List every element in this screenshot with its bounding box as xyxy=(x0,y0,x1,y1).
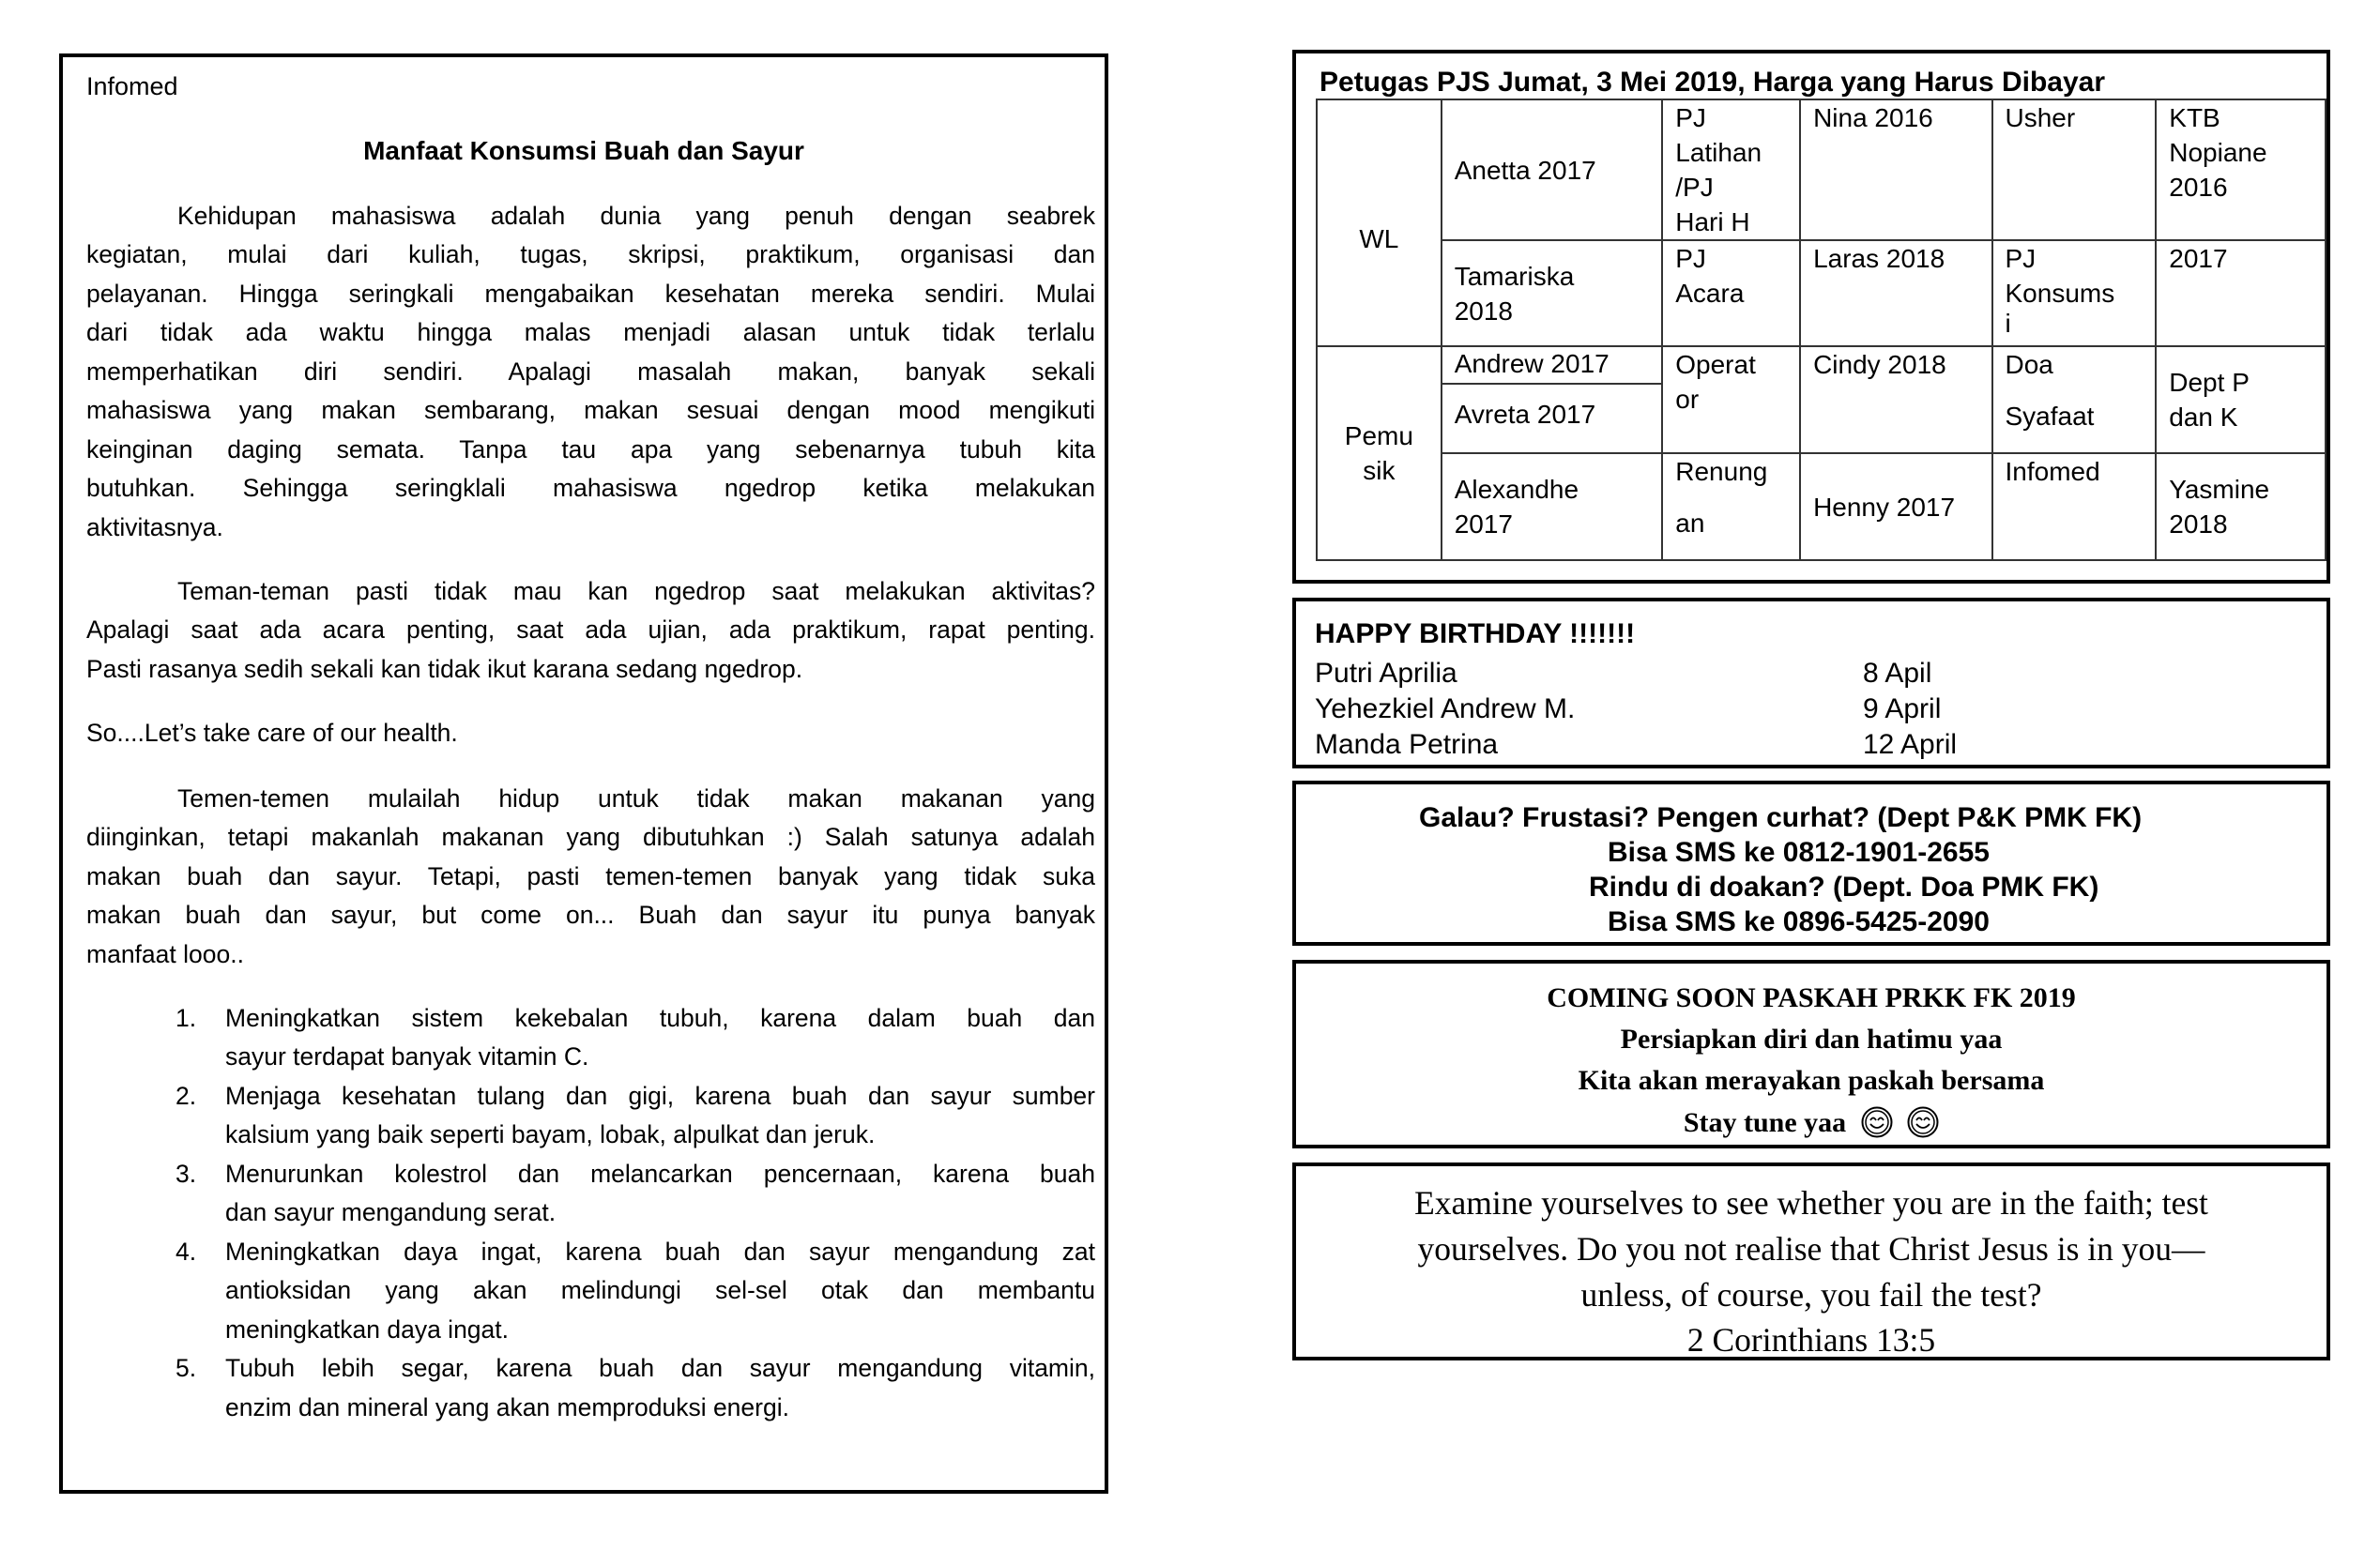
birthday-name: Manda Petrina xyxy=(1315,729,1499,760)
text-line: Teman-teman pasti tidak mau kan ngedrop saat melakukan aktivitas? xyxy=(177,577,1095,605)
cell-line: i xyxy=(2005,309,2011,338)
cell-line: Tamariska xyxy=(1454,261,1575,291)
table-row xyxy=(1317,99,2326,240)
text-line: meningkatkan daya ingat. xyxy=(225,1315,510,1344)
text-line: sayur terdapat banyak vitamin C. xyxy=(225,1042,589,1071)
list-number: 5. xyxy=(175,1354,197,1382)
cell-line: 2016 xyxy=(2169,173,2228,202)
text-line: Apalagi saat ada acara penting, saat ada ujian, ada praktikum, rapat penting. xyxy=(86,615,1095,644)
list-number: 3. xyxy=(175,1160,197,1188)
cell-line: Nopiane xyxy=(2169,138,2267,167)
birthday-name: Putri Aprilia xyxy=(1315,658,1457,689)
text-line: Meningkatkan sistem kekebalan tubuh, karena dalam buah dan xyxy=(225,1004,1095,1032)
contact-phone: Bisa SMS ke 0896-5425-2090 xyxy=(1608,906,1990,937)
cell-line: Pemu xyxy=(1344,421,1413,450)
cell-line: sik xyxy=(1363,456,1396,485)
contact-line: Galau? Frustasi? Pengen curhat? (Dept P&K PMK FK) xyxy=(1419,802,2143,833)
text-line: manfaat looo.. xyxy=(86,940,244,968)
section-label: Infomed xyxy=(86,72,178,100)
table-cell: Infomed xyxy=(1992,453,2157,560)
cell-line: 2017 xyxy=(1454,509,1513,539)
list-number: 2. xyxy=(175,1082,197,1110)
group-pemusik xyxy=(1317,346,1442,560)
table-cell xyxy=(2156,453,2326,560)
text-line: dari tidak ada waktu hingga malas menjadi alasan untuk tidak terlalu xyxy=(86,318,1095,346)
text-line: butuhkan. Sehingga seringklali mahasiswa ngedrop ketika melakukan xyxy=(86,474,1095,502)
cell-line: PJ xyxy=(1675,103,1706,132)
birthday-box xyxy=(1292,598,2330,768)
table-cell xyxy=(1992,240,2157,346)
list-number: 4. xyxy=(175,1238,197,1266)
text-line: antioksidan yang akan melindungi sel-sel otak dan membantu xyxy=(225,1276,1095,1304)
cell-line: 2018 xyxy=(2169,509,2228,539)
text-line: Temen-temen mulailah hidup untuk tidak makan makanan yang xyxy=(177,784,1095,813)
contact-box xyxy=(1292,781,2330,946)
table-cell: 2017 xyxy=(2156,240,2326,346)
table-row xyxy=(1317,453,2326,560)
text-line: Kehidupan mahasiswa adalah dunia yang penuh dengan seabrek xyxy=(177,202,1095,230)
text-line: keinginan daging semata. Tanpa tau apa yang sebenarnya tubuh kita xyxy=(86,435,1095,463)
table-cell xyxy=(1992,346,2157,453)
cell-line: PJ xyxy=(1675,244,1706,273)
coming-soon-stay-tune xyxy=(1296,1106,2327,1139)
birthday-header: HAPPY BIRTHDAY !!!!!!! xyxy=(1315,618,1636,649)
coming-soon-box xyxy=(1292,960,2330,1148)
text-line: memperhatikan diri sendiri. Apalagi masalah makan, banyak sekali xyxy=(86,357,1095,386)
list-number: 1. xyxy=(175,1004,197,1032)
coming-soon-title: COMING SOON PASKAH PRKK FK 2019 xyxy=(1547,982,2076,1013)
table-cell xyxy=(1442,240,1663,346)
table-cell: Cindy 2018 xyxy=(1800,346,1991,453)
cell-line: PJ xyxy=(2005,244,2037,273)
cell-line: 2018 xyxy=(1454,296,1513,326)
text-line: aktivitasnya. xyxy=(86,513,223,541)
cell-line: Syafaat xyxy=(2005,402,2095,431)
text-line: pelayanan. Hingga seringkali mengabaikan kesehatan mereka sendiri. Mulai xyxy=(86,280,1095,308)
smiley-icon xyxy=(1861,1106,1893,1138)
text-line: Pasti rasanya sedih sekali kan tidak ikut karana sedang ngedrop. xyxy=(86,655,803,683)
article-title: Manfaat Konsumsi Buah dan Sayur xyxy=(363,136,804,165)
text-line: Meningkatkan daya ingat, karena buah dan sayur mengandung zat xyxy=(225,1238,1095,1266)
text-line: kegiatan, mulai dari kuliah, tugas, skripsi, praktikum, organisasi dan xyxy=(86,240,1095,268)
table-cell xyxy=(1662,240,1800,346)
table-cell: Usher xyxy=(1992,99,2157,240)
text-line: enzim dan mineral yang akan memproduksi energi. xyxy=(225,1393,789,1421)
cell-line: Dept P xyxy=(2169,368,2250,397)
coming-soon-line: Kita akan merayakan paskah bersama xyxy=(1578,1065,2045,1096)
pjs-table xyxy=(1316,99,2327,561)
table-cell xyxy=(2156,346,2326,453)
coming-soon-line: Persiapkan diri dan hatimu yaa xyxy=(1620,1024,2003,1055)
verse-line: unless, of course, you fail the test? xyxy=(1580,1276,2042,1314)
cell-line: Yasmine xyxy=(2169,475,2270,504)
birthday-date: 12 April xyxy=(1863,729,1958,760)
bible-verse-box xyxy=(1292,1162,2330,1360)
stay-tune-text: Stay tune yaa xyxy=(1683,1107,1847,1138)
text-line: kalsium yang baik seperti bayam, lobak, alpulkat dan jeruk. xyxy=(225,1120,876,1148)
contact-line: Rindu di doakan? (Dept. Doa PMK FK) xyxy=(1589,872,2099,903)
cell-line: an xyxy=(1675,509,1705,538)
table-cell: Andrew 2017 xyxy=(1442,346,1663,384)
cell-line: Latihan xyxy=(1675,138,1762,167)
table-cell: Avreta 2017 xyxy=(1442,384,1663,453)
text-line: diinginkan, tetapi makanlah makanan yang dibutuhkan :) Salah satunya adalah xyxy=(86,823,1095,851)
verse-line: Examine yourselves to see whether you are in the faith; test xyxy=(1414,1184,2208,1222)
birthday-date: 8 Apil xyxy=(1863,658,1932,689)
text-line: Tubuh lebih segar, karena buah dan sayur mengandung vitamin, xyxy=(225,1354,1095,1382)
verse-reference: 2 Corinthians 13:5 xyxy=(1686,1321,1936,1359)
text-line: makan buah dan sayur, but come on... Buah dan sayur itu punya banyak xyxy=(86,901,1095,929)
table-row xyxy=(1317,240,2326,346)
birthday-date: 9 April xyxy=(1863,693,1942,724)
cell-line: Hari H xyxy=(1675,207,1750,236)
cell-line: Acara xyxy=(1675,279,1745,308)
cell-line: Operat xyxy=(1675,350,1756,379)
text-line: Menjaga kesehatan tulang dan gigi, karena buah dan sayur sumber xyxy=(225,1082,1095,1110)
table-cell: Anetta 2017 xyxy=(1442,99,1663,240)
cell-line: Konsums xyxy=(2005,279,2115,308)
table-row xyxy=(1317,346,2326,384)
table-cell xyxy=(1442,453,1663,560)
text-line: makan buah dan sayur. Tetapi, pasti temen-temen banyak yang tidak suka xyxy=(86,862,1095,890)
smiley-icon xyxy=(1907,1106,1939,1138)
table-cell: Nina 2016 xyxy=(1800,99,1991,240)
text-line: Menurunkan kolestrol dan melancarkan pencernaan, karena buah xyxy=(225,1160,1095,1188)
contact-phone: Bisa SMS ke 0812-1901-2655 xyxy=(1608,837,1990,868)
cell-line: or xyxy=(1675,385,1700,414)
pjs-schedule-box xyxy=(1292,50,2330,584)
birthday-name: Yehezkiel Andrew M. xyxy=(1315,693,1576,724)
table-cell: Henny 2017 xyxy=(1800,453,1991,560)
cell-line: Doa xyxy=(2005,350,2053,379)
pjs-title: Petugas PJS Jumat, 3 Mei 2019, Harga yang Harus Dibayar xyxy=(1320,67,2106,98)
cell-line: /PJ xyxy=(1675,173,1714,202)
cell-line: Alexandhe xyxy=(1454,475,1579,504)
article-box xyxy=(59,53,1108,1494)
cell-line: dan K xyxy=(2169,403,2238,432)
group-wl: WL xyxy=(1317,99,1442,346)
cell-line: KTB xyxy=(2169,103,2220,132)
verse-line: yourselves. Do you not realise that Christ Jesus is in you— xyxy=(1417,1230,2205,1268)
text-line: dan sayur mengandung serat. xyxy=(225,1198,557,1226)
table-cell xyxy=(2156,99,2326,240)
cell-line: Renung xyxy=(1675,457,1768,486)
table-cell xyxy=(1662,99,1800,240)
text-line: mahasiswa yang makan sembarang, makan sesuai dengan mood mengikuti xyxy=(86,396,1095,424)
table-cell xyxy=(1662,346,1800,453)
paragraph-3: So....Let’s take care of our health. xyxy=(86,719,458,747)
table-cell: Laras 2018 xyxy=(1800,240,1991,346)
table-cell xyxy=(1662,453,1800,560)
